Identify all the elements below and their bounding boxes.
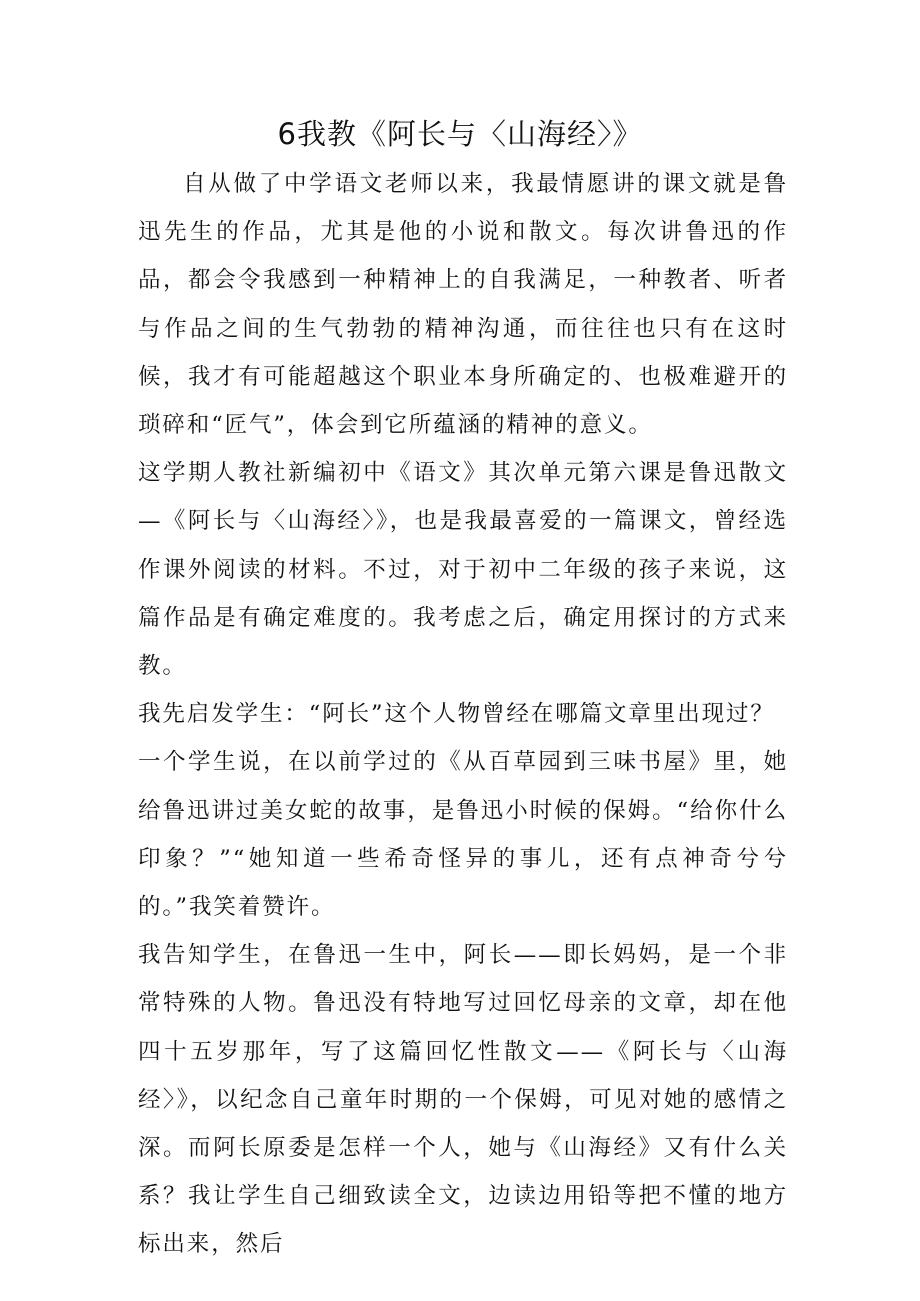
paragraph: 自从做了中学语文老师以来，我最情愿讲的课文就是鲁迅先生的作品，尤其是他的小说和散文。每次讲鲁迅的作品，都会令我感到一种精神上的自我满足，一种教者、听者与作品之间的生气勃勃的精神沟通，而往往也只有在这时候，我才有可能超越这个职业本身所确定的、也极难避开的琐碎和“匠气”，体会到它所蕴涵的精神的意义。 [138, 171, 788, 439]
document-title: 6我教《阿长与〈山海经〉》 [277, 117, 643, 151]
document-body [138, 160, 788, 1269]
paragraph: 我先启发学生：“阿长”这个人物曾经在哪篇文章里出现过？ [138, 701, 775, 728]
paragraph: 一个学生说，在以前学过的《从百草园到三味书屋》里，她给鲁迅讲过美女蛇的故事，是鲁迅小时候的保姆。“给你什么印象？”“她知道一些希奇怪异的事儿，还有点神奇兮兮的。”我笑着赞许。 [138, 749, 788, 921]
paragraph: 这学期人教社新编初中《语文》其次单元第六课是鲁迅散文—《阿长与〈山海经〉》，也是我最喜爱的一篇课文，曾经选作课外阅读的材料。不过，对于初中二年级的孩子来说，这篇作品是有确定难度的。我考虑之后，确定用探讨的方式来教。 [138, 460, 788, 680]
paragraph: 我告知学生，在鲁迅一生中，阿长——即长妈妈，是一个非常特殊的人物。鲁迅没有特地写过回忆母亲的文章，却在他四十五岁那年，写了这篇回忆性散文——《阿长与〈山海经〉》，以纪念自己童年时期的一个保姆，可见对她的感情之深。而阿长原委是怎样一个人，她与《山海经》又有什么关系？我让学生自己细致读全文，边读边用铅等把不懂的地方标出来，然后 [138, 942, 788, 1258]
